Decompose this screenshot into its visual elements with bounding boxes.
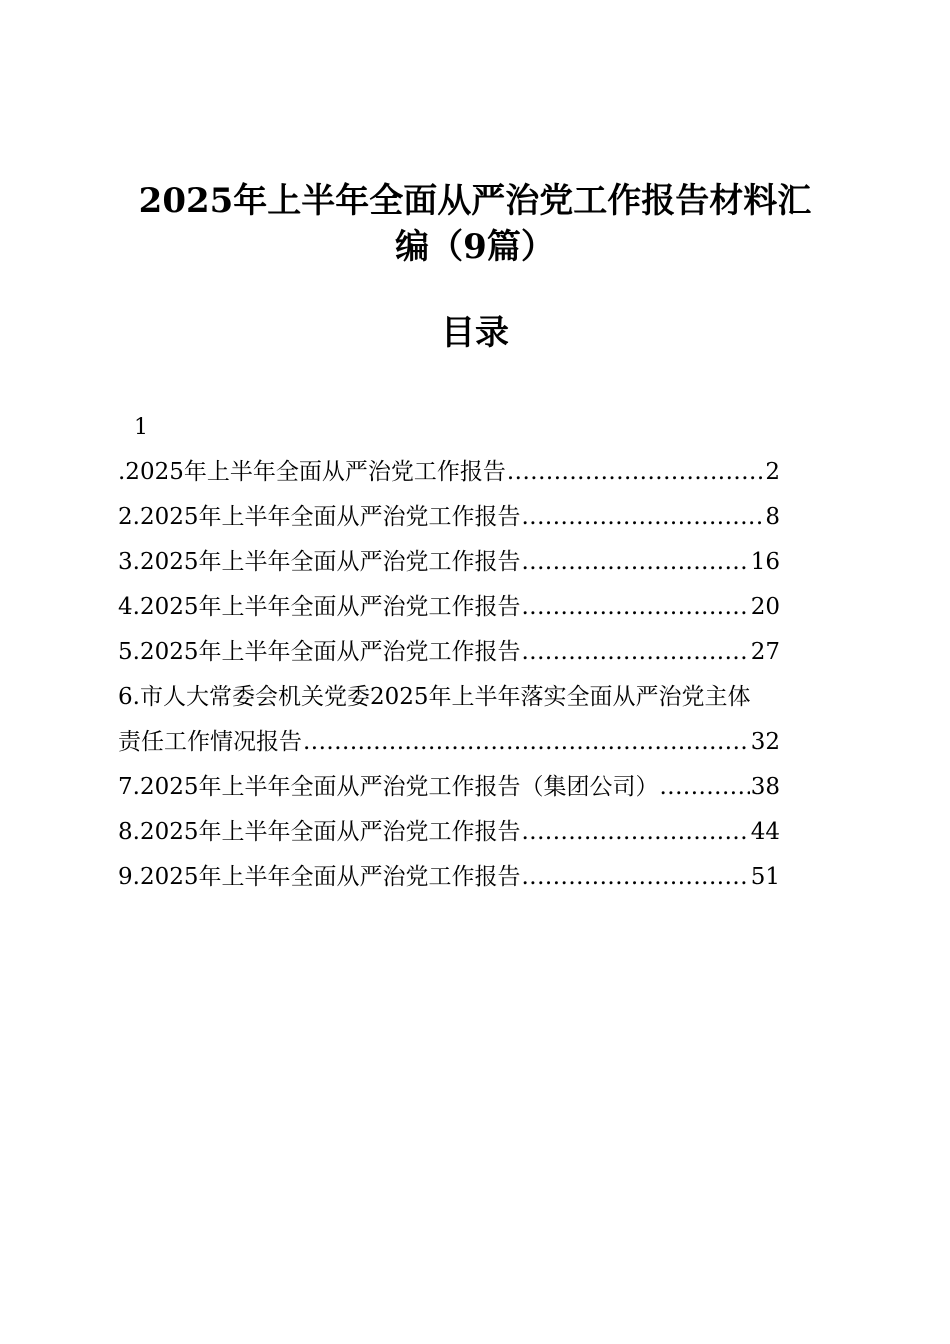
toc-heading: 目录 bbox=[441, 313, 509, 353]
toc-entry-title-line2: 责任工作情况报告 bbox=[118, 729, 302, 755]
toc-entry-title: 2.2025年上半年全面从严治党工作报告 bbox=[118, 504, 521, 530]
document-title-line2: 编（9篇） bbox=[395, 227, 555, 267]
toc-entry-title: 7.2025年上半年全面从严治党工作报告（集团公司） bbox=[118, 774, 659, 800]
toc-leader-dots bbox=[521, 855, 749, 900]
toc-leader-dots bbox=[521, 810, 749, 855]
toc-entry-1[interactable] bbox=[118, 450, 780, 495]
toc-entry-3[interactable] bbox=[118, 540, 780, 585]
toc-leader-dots bbox=[659, 765, 749, 810]
toc-entry-page: 20 bbox=[750, 594, 780, 620]
toc-entry-page: 51 bbox=[750, 864, 780, 890]
toc-entry-2[interactable] bbox=[118, 495, 780, 540]
toc-entry-page: 16 bbox=[750, 549, 780, 575]
toc-leader-dots bbox=[521, 630, 749, 675]
toc-entry-page: 44 bbox=[750, 819, 780, 845]
toc-entry-title: .2025年上半年全面从严治党工作报告 bbox=[118, 459, 506, 485]
toc-entry-7[interactable] bbox=[118, 765, 780, 810]
toc-entry-title-line1: 6.市人大常委会机关党委2025年上半年落实全面从严治党主体 bbox=[118, 684, 751, 710]
toc-entry-title: 3.2025年上半年全面从严治党工作报告 bbox=[118, 549, 521, 575]
toc-entry-page: 32 bbox=[750, 729, 780, 755]
table-of-contents bbox=[118, 405, 838, 900]
toc-leader-dots bbox=[521, 585, 749, 630]
toc-entry-9[interactable] bbox=[118, 855, 780, 900]
toc-lead-number: 1 bbox=[134, 415, 148, 440]
toc-entry-page: 2 bbox=[765, 459, 780, 485]
toc-leader-dots bbox=[303, 720, 750, 765]
toc-entry-6-line2 bbox=[118, 720, 780, 765]
toc-entry-title: 4.2025年上半年全面从严治党工作报告 bbox=[118, 594, 521, 620]
toc-entry-page: 38 bbox=[750, 774, 780, 800]
toc-entry-page: 8 bbox=[765, 504, 780, 530]
toc-entry-5[interactable] bbox=[118, 630, 780, 675]
toc-entry-8[interactable] bbox=[118, 810, 780, 855]
document-title-line1: 2025年上半年全面从严治党工作报告材料汇 bbox=[138, 181, 812, 221]
toc-entry-title: 5.2025年上半年全面从严治党工作报告 bbox=[118, 639, 521, 665]
toc-leader-dots bbox=[521, 495, 764, 540]
toc-entry-6[interactable] bbox=[118, 675, 838, 765]
toc-entry-title: 8.2025年上半年全面从严治党工作报告 bbox=[118, 819, 521, 845]
toc-leader-dots bbox=[507, 450, 765, 495]
toc-entry-title: 9.2025年上半年全面从严治党工作报告 bbox=[118, 864, 521, 890]
toc-leader-dots bbox=[521, 540, 749, 585]
toc-entry-4[interactable] bbox=[118, 585, 780, 630]
toc-entry-page: 27 bbox=[750, 639, 780, 665]
